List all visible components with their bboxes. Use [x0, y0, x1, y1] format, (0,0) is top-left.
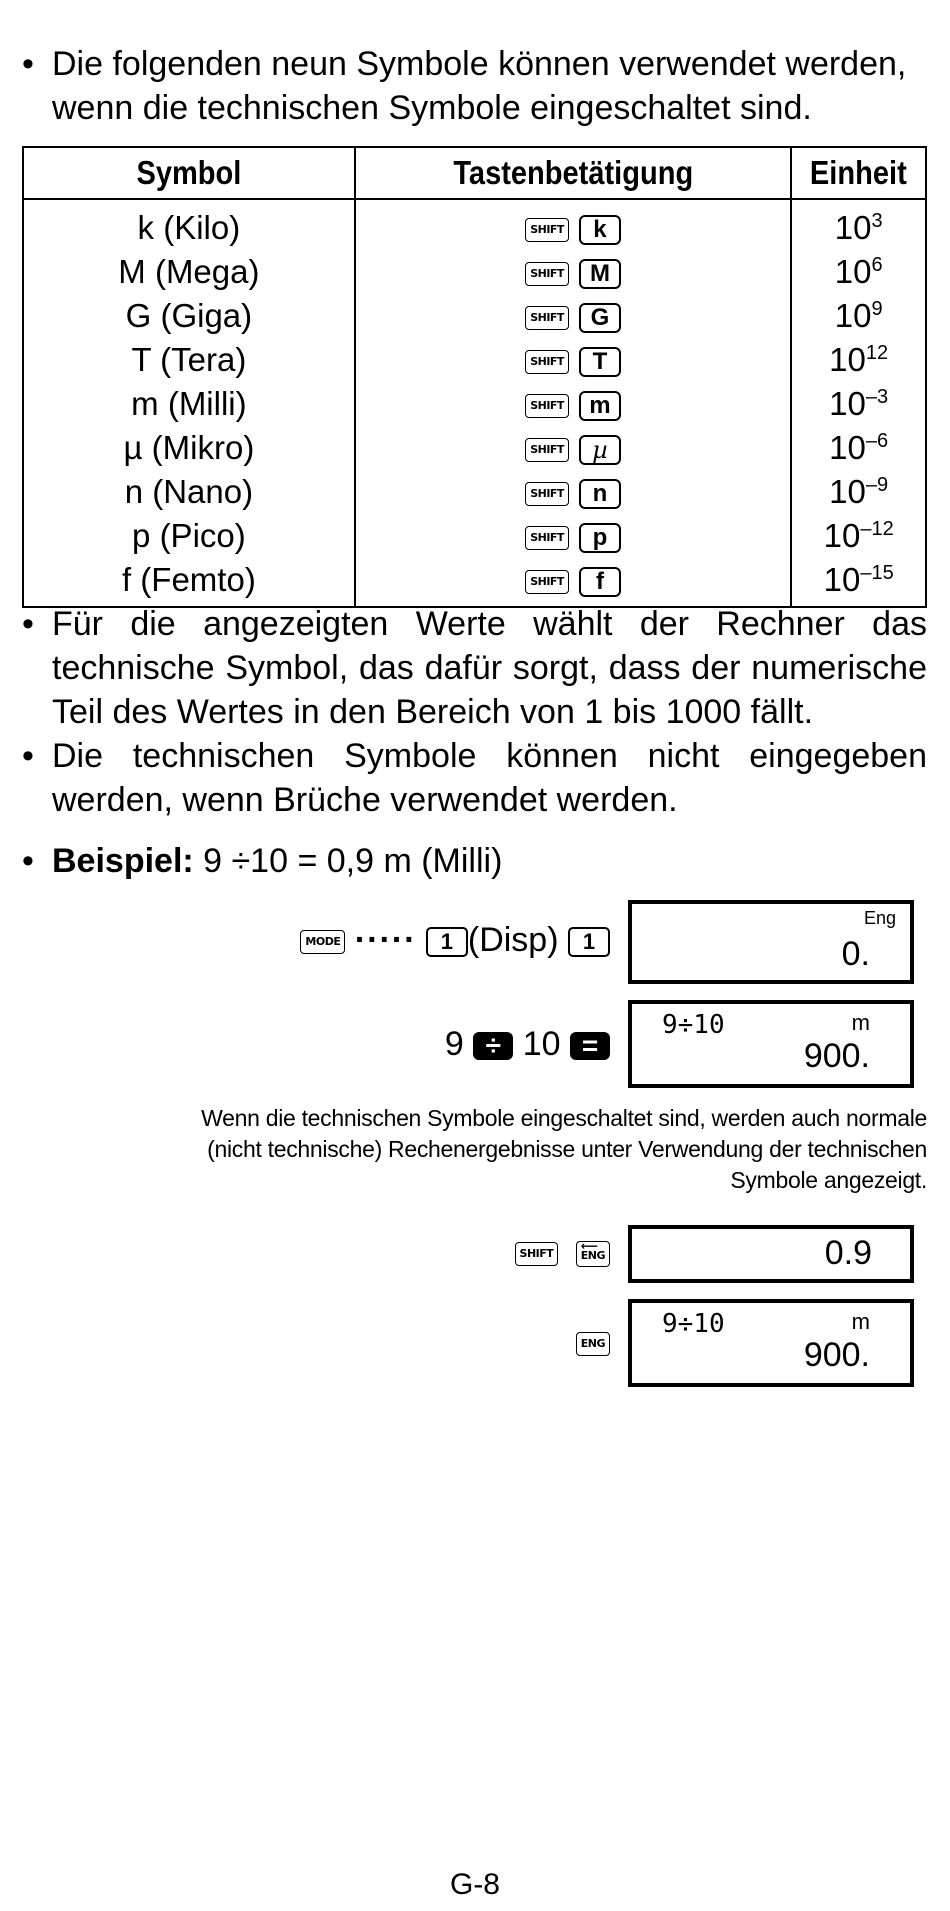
bullet-dot: •: [22, 45, 34, 83]
eng-left-key[interactable]: [576, 1241, 610, 1267]
eng-key[interactable]: ENG: [576, 1332, 610, 1356]
cell-key-operation: [355, 558, 792, 607]
cell-symbol: µ (Mikro): [23, 426, 355, 470]
table-row: [23, 338, 926, 382]
step-2-keys: [445, 1024, 610, 1064]
cell-symbol: f (Femto): [23, 558, 355, 607]
shift-key[interactable]: SHIFT: [525, 570, 569, 594]
unit-base: 10: [829, 385, 866, 422]
equals-key[interactable]: =: [570, 1032, 610, 1060]
cell-symbol: G (Giga): [23, 294, 355, 338]
bullet2-line-2: technische Symbol, das dafür sorgt, dass der numerische: [52, 649, 927, 687]
unit-base: 10: [823, 517, 861, 554]
display-3: [628, 1225, 914, 1283]
example-heading: [22, 839, 927, 883]
cell-key-operation: [355, 382, 792, 426]
table-row: [23, 470, 926, 514]
symbol-key[interactable]: T: [579, 347, 621, 377]
unit-base: 10: [829, 429, 866, 466]
cell-unit: [791, 558, 926, 607]
unit-exponent: 12: [865, 342, 889, 364]
cell-symbol: m (Milli): [23, 382, 355, 426]
bullet2-line-3: Teil des Wertes in den Bereich von 1 bis 1000 fällt.: [52, 693, 814, 731]
step-4-keys: [576, 1322, 610, 1362]
display-4-result: 900.: [803, 1336, 870, 1374]
shift-key[interactable]: SHIFT: [525, 306, 569, 330]
symbol-key[interactable]: f: [579, 567, 621, 597]
note-paragraph: [60, 1103, 927, 1196]
step-3-keys: [515, 1232, 610, 1272]
table-row: [23, 250, 926, 294]
dots-separator: ·····: [354, 921, 417, 959]
table-header-row: [23, 147, 926, 199]
display-2-input: 9÷10: [662, 1010, 725, 1040]
bullet3-line-1: Die technischen Symbole können nicht eingegeben: [52, 737, 927, 775]
shift-key[interactable]: SHIFT: [525, 526, 569, 550]
table-row: [23, 558, 926, 607]
header-key-operation: Tastenbetätigung: [381, 147, 765, 199]
unit-base: 10: [829, 341, 866, 378]
shift-key[interactable]: SHIFT: [525, 394, 569, 418]
bullet2-line-1: Für die angezeigten Werte wählt der Rechner das: [52, 605, 927, 643]
eng-indicator: Eng: [863, 908, 896, 928]
unit-exponent: –12: [860, 518, 894, 540]
unit-exponent: 6: [871, 254, 883, 276]
bullet-dot: •: [22, 605, 34, 643]
cell-key-operation: [355, 250, 792, 294]
unit-base: 10: [823, 561, 861, 598]
display-3-result: 0.9: [824, 1234, 872, 1272]
unit-exponent: –9: [865, 474, 889, 496]
header-symbol: Symbol: [43, 147, 335, 199]
bullet-display-range: [22, 602, 927, 734]
display-2-result: 900.: [803, 1037, 870, 1075]
cell-unit: [791, 382, 926, 426]
cell-symbol: n (Nano): [23, 470, 355, 514]
unit-base: 10: [834, 297, 872, 334]
cell-symbol: p (Pico): [23, 514, 355, 558]
table-row: [23, 382, 926, 426]
display-1: [628, 900, 914, 984]
symbol-key[interactable]: G: [579, 303, 621, 333]
cell-unit: [791, 470, 926, 514]
display-4-input: 9÷10: [662, 1309, 725, 1339]
mode-key[interactable]: MODE: [300, 930, 345, 954]
unit-exponent: –6: [865, 430, 889, 452]
cell-key-operation: [355, 426, 792, 470]
bullet-dot: •: [22, 842, 34, 880]
note-line-3: Symbole angezeigt.: [730, 1167, 927, 1193]
symbol-key[interactable]: M: [579, 259, 621, 289]
intro-paragraph: [22, 42, 927, 130]
shift-key[interactable]: SHIFT: [515, 1242, 559, 1266]
unit-exponent: –15: [860, 562, 894, 584]
cell-key-operation: [355, 470, 792, 514]
bullet3-line-2: werden, wenn Brüche verwendet werden.: [52, 781, 678, 819]
symbol-key[interactable]: k: [579, 215, 621, 245]
symbol-key[interactable]: m: [579, 391, 621, 421]
intro-line-1: Die folgenden neun Symbole können verwendet werden,: [52, 45, 907, 83]
example-text: 9 ÷10 = 0,9 m (Milli): [193, 842, 503, 880]
table-row: [23, 514, 926, 558]
shift-key[interactable]: SHIFT: [525, 438, 569, 462]
cell-unit: [791, 294, 926, 338]
key-1[interactable]: 1: [426, 927, 468, 957]
bullet-fractions: [22, 734, 927, 822]
page-number: G-8: [449, 1868, 500, 1901]
cell-unit: [791, 250, 926, 294]
note-line-1: Wenn die technischen Symbole eingeschaltet sind, werden auch normale: [201, 1105, 927, 1131]
unit-exponent: –3: [865, 386, 889, 408]
shift-key[interactable]: SHIFT: [525, 482, 569, 506]
cell-unit: [791, 514, 926, 558]
key-1-second[interactable]: 1: [568, 927, 610, 957]
symbol-key[interactable]: p: [579, 523, 621, 553]
table-body: [23, 199, 926, 607]
display-1-result: 0.: [841, 935, 870, 973]
engineering-symbols-table: [22, 146, 927, 608]
unit-base: 10: [834, 253, 872, 290]
table-row: [23, 426, 926, 470]
cell-unit: [791, 426, 926, 470]
cell-key-operation: [355, 514, 792, 558]
shift-key[interactable]: SHIFT: [525, 218, 569, 242]
symbol-key[interactable]: n: [579, 479, 621, 509]
shift-key[interactable]: SHIFT: [525, 350, 569, 374]
milli-indicator: m: [851, 1010, 870, 1035]
number-9: 9: [444, 1025, 464, 1063]
eng-key-label: ENG: [580, 1249, 605, 1263]
unit-exponent: 9: [871, 298, 883, 320]
display-4: [628, 1299, 914, 1387]
intro-line-2: wenn die technischen Symbole eingeschaltet sind.: [52, 89, 812, 127]
shift-key[interactable]: SHIFT: [525, 262, 569, 286]
table-row: [23, 199, 926, 250]
divide-key[interactable]: ÷: [473, 1032, 513, 1060]
cell-symbol: k (Kilo): [23, 199, 355, 250]
display-2: [628, 1000, 914, 1088]
example-label: Beispiel:: [52, 842, 194, 880]
unit-base: 10: [834, 209, 872, 246]
number-10: 10: [522, 1025, 561, 1063]
note-line-2: (nicht technische) Rechenergebnisse unter Verwendung der technischen: [207, 1136, 927, 1162]
unit-base: 10: [829, 473, 866, 510]
step-1-keys: [300, 920, 610, 960]
header-unit: Einheit: [799, 147, 918, 199]
cell-unit: [791, 199, 926, 250]
unit-exponent: 3: [871, 210, 883, 232]
table-row: [23, 294, 926, 338]
cell-symbol: T (Tera): [23, 338, 355, 382]
cell-key-operation: [355, 199, 792, 250]
cell-key-operation: [355, 294, 792, 338]
arrow-left-icon: ⟵: [580, 1239, 598, 1254]
cell-unit: [791, 338, 926, 382]
cell-symbol: M (Mega): [23, 250, 355, 294]
cell-key-operation: [355, 338, 792, 382]
milli-indicator: m: [851, 1309, 870, 1334]
disp-label: (Disp): [467, 921, 559, 959]
symbol-key[interactable]: µ: [579, 435, 621, 465]
bullet-dot: •: [22, 737, 34, 775]
